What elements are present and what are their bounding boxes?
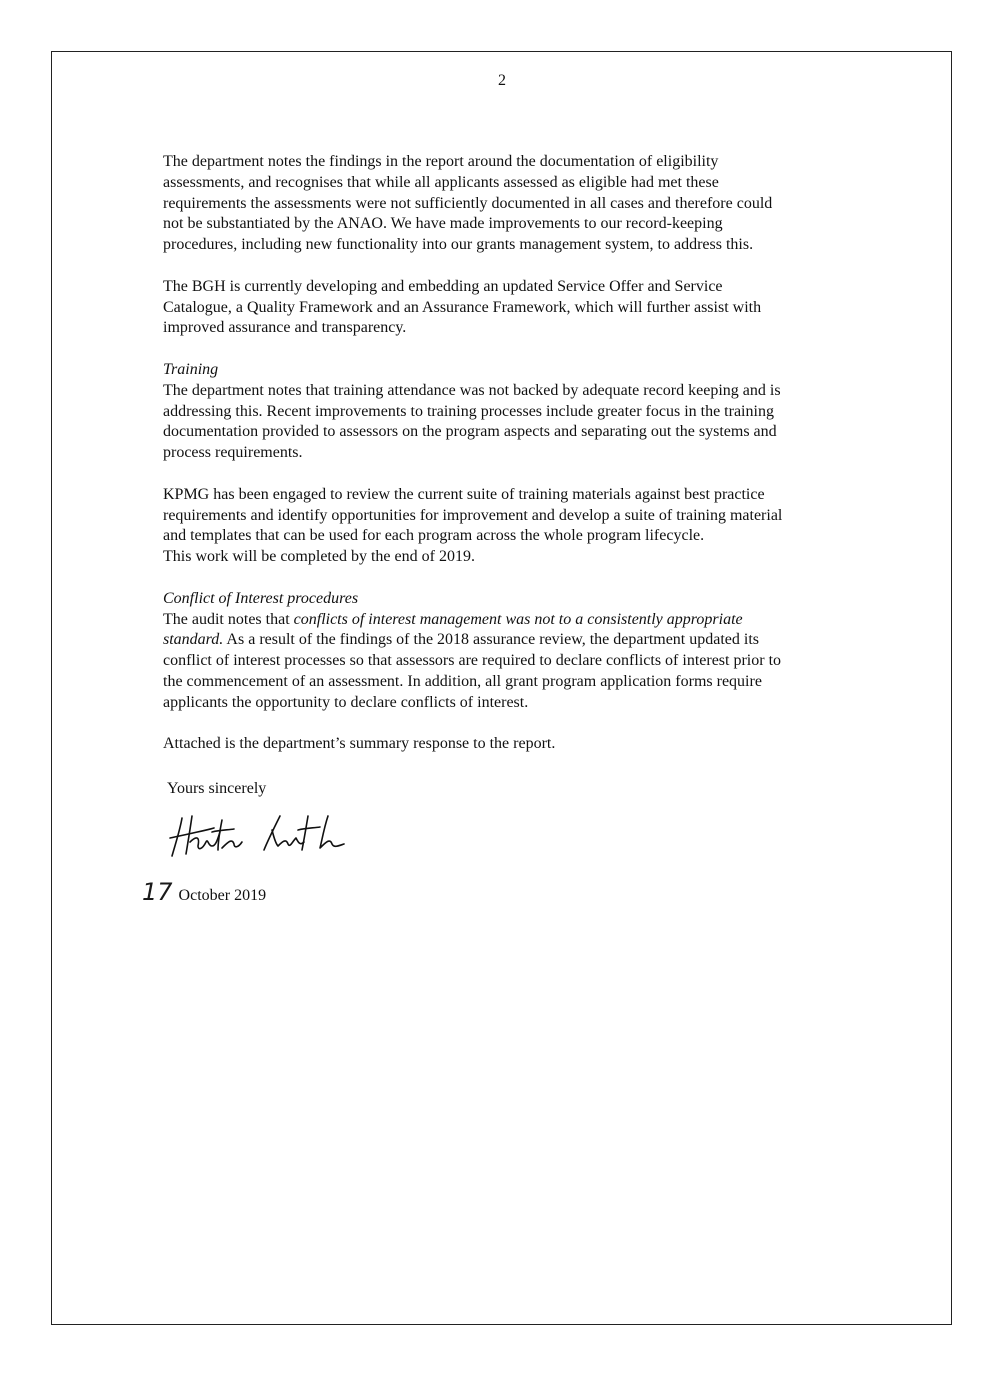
paragraph-kpmg [163,485,883,568]
text-line: assessments, and recognises that while all applicants assessed as eligible had met these [163,173,719,191]
paragraph-bgh [163,277,883,339]
text-run: The audit notes that [163,610,294,628]
signature-name: Heather Smith [268,860,274,861]
italic-quote: standard. [163,631,224,649]
text-line: conflict of interest processes so that assessors are required to declare conflicts of interest prior to [163,652,782,670]
text-line: Catalogue, a Quality Framework and an Assurance Framework, which will further assist with [163,298,762,316]
text-line: the commencement of an assessment. In addition, all grant program application forms require [163,672,762,690]
section-heading-training: Training [163,360,219,378]
text-line: improved assurance and transparency. [163,319,407,337]
text-line: applicants the opportunity to declare conflicts of interest. [163,693,529,711]
text-line: documentation provided to assessors on the program aspects and separating out the systems and [163,423,777,441]
paragraph-training [163,360,883,464]
section-heading-conflict-of-interest: Conflict of Interest procedures [163,589,359,607]
page-number: 2 [498,72,506,89]
text-line: and templates that can be used for each program across the whole program lifecycle. [163,527,705,545]
italic-quote: conflicts of interest management was not to a consistently appropriate [293,610,743,628]
text-line: The department notes the findings in the report around the documentation of eligibility [163,153,719,170]
text-line: addressing this. Recent improvements to training processes include greater focus in the training [163,402,774,420]
text-line: The BGH is currently developing and embedding an updated Service Offer and Service [163,277,723,295]
text-run: As a result of the findings of the 2018 assurance review, the department updated its [223,631,760,649]
salutation: Yours sincerely [167,780,267,797]
text-line [163,610,883,631]
text-line: The department notes that training attendance was not backed by adequate record keeping and is [163,381,781,399]
text-line [163,630,883,651]
text-line: Attached is the department’s summary response to the report. [163,735,556,753]
text-line: not be substantiated by the ANAO. We have made improvements to our record-keeping [163,215,723,233]
text-line: This work will be completed by the end of 2019. [163,548,475,566]
paragraph-attached [163,734,883,755]
letter-body [163,152,883,776]
paragraph-conflict-of-interest [163,589,883,714]
handwritten-date-day: 17 [142,878,173,906]
handwritten-signature [168,812,368,862]
text-line: requirements the assessments were not sufficiently documented in all cases and therefore could [163,194,773,212]
date-month-year: October 2019 [178,887,267,904]
text-line: KPMG has been engaged to review the current suite of training materials against best practice [163,485,765,503]
paragraph-eligibility [163,152,883,256]
letter-date [142,880,266,908]
text-line: procedures, including new functionality into our grants management system, to address this. [163,236,754,254]
text-line: requirements and identify opportunities for improvement and develop a suite of training material [163,506,783,524]
text-line: process requirements. [163,444,303,462]
